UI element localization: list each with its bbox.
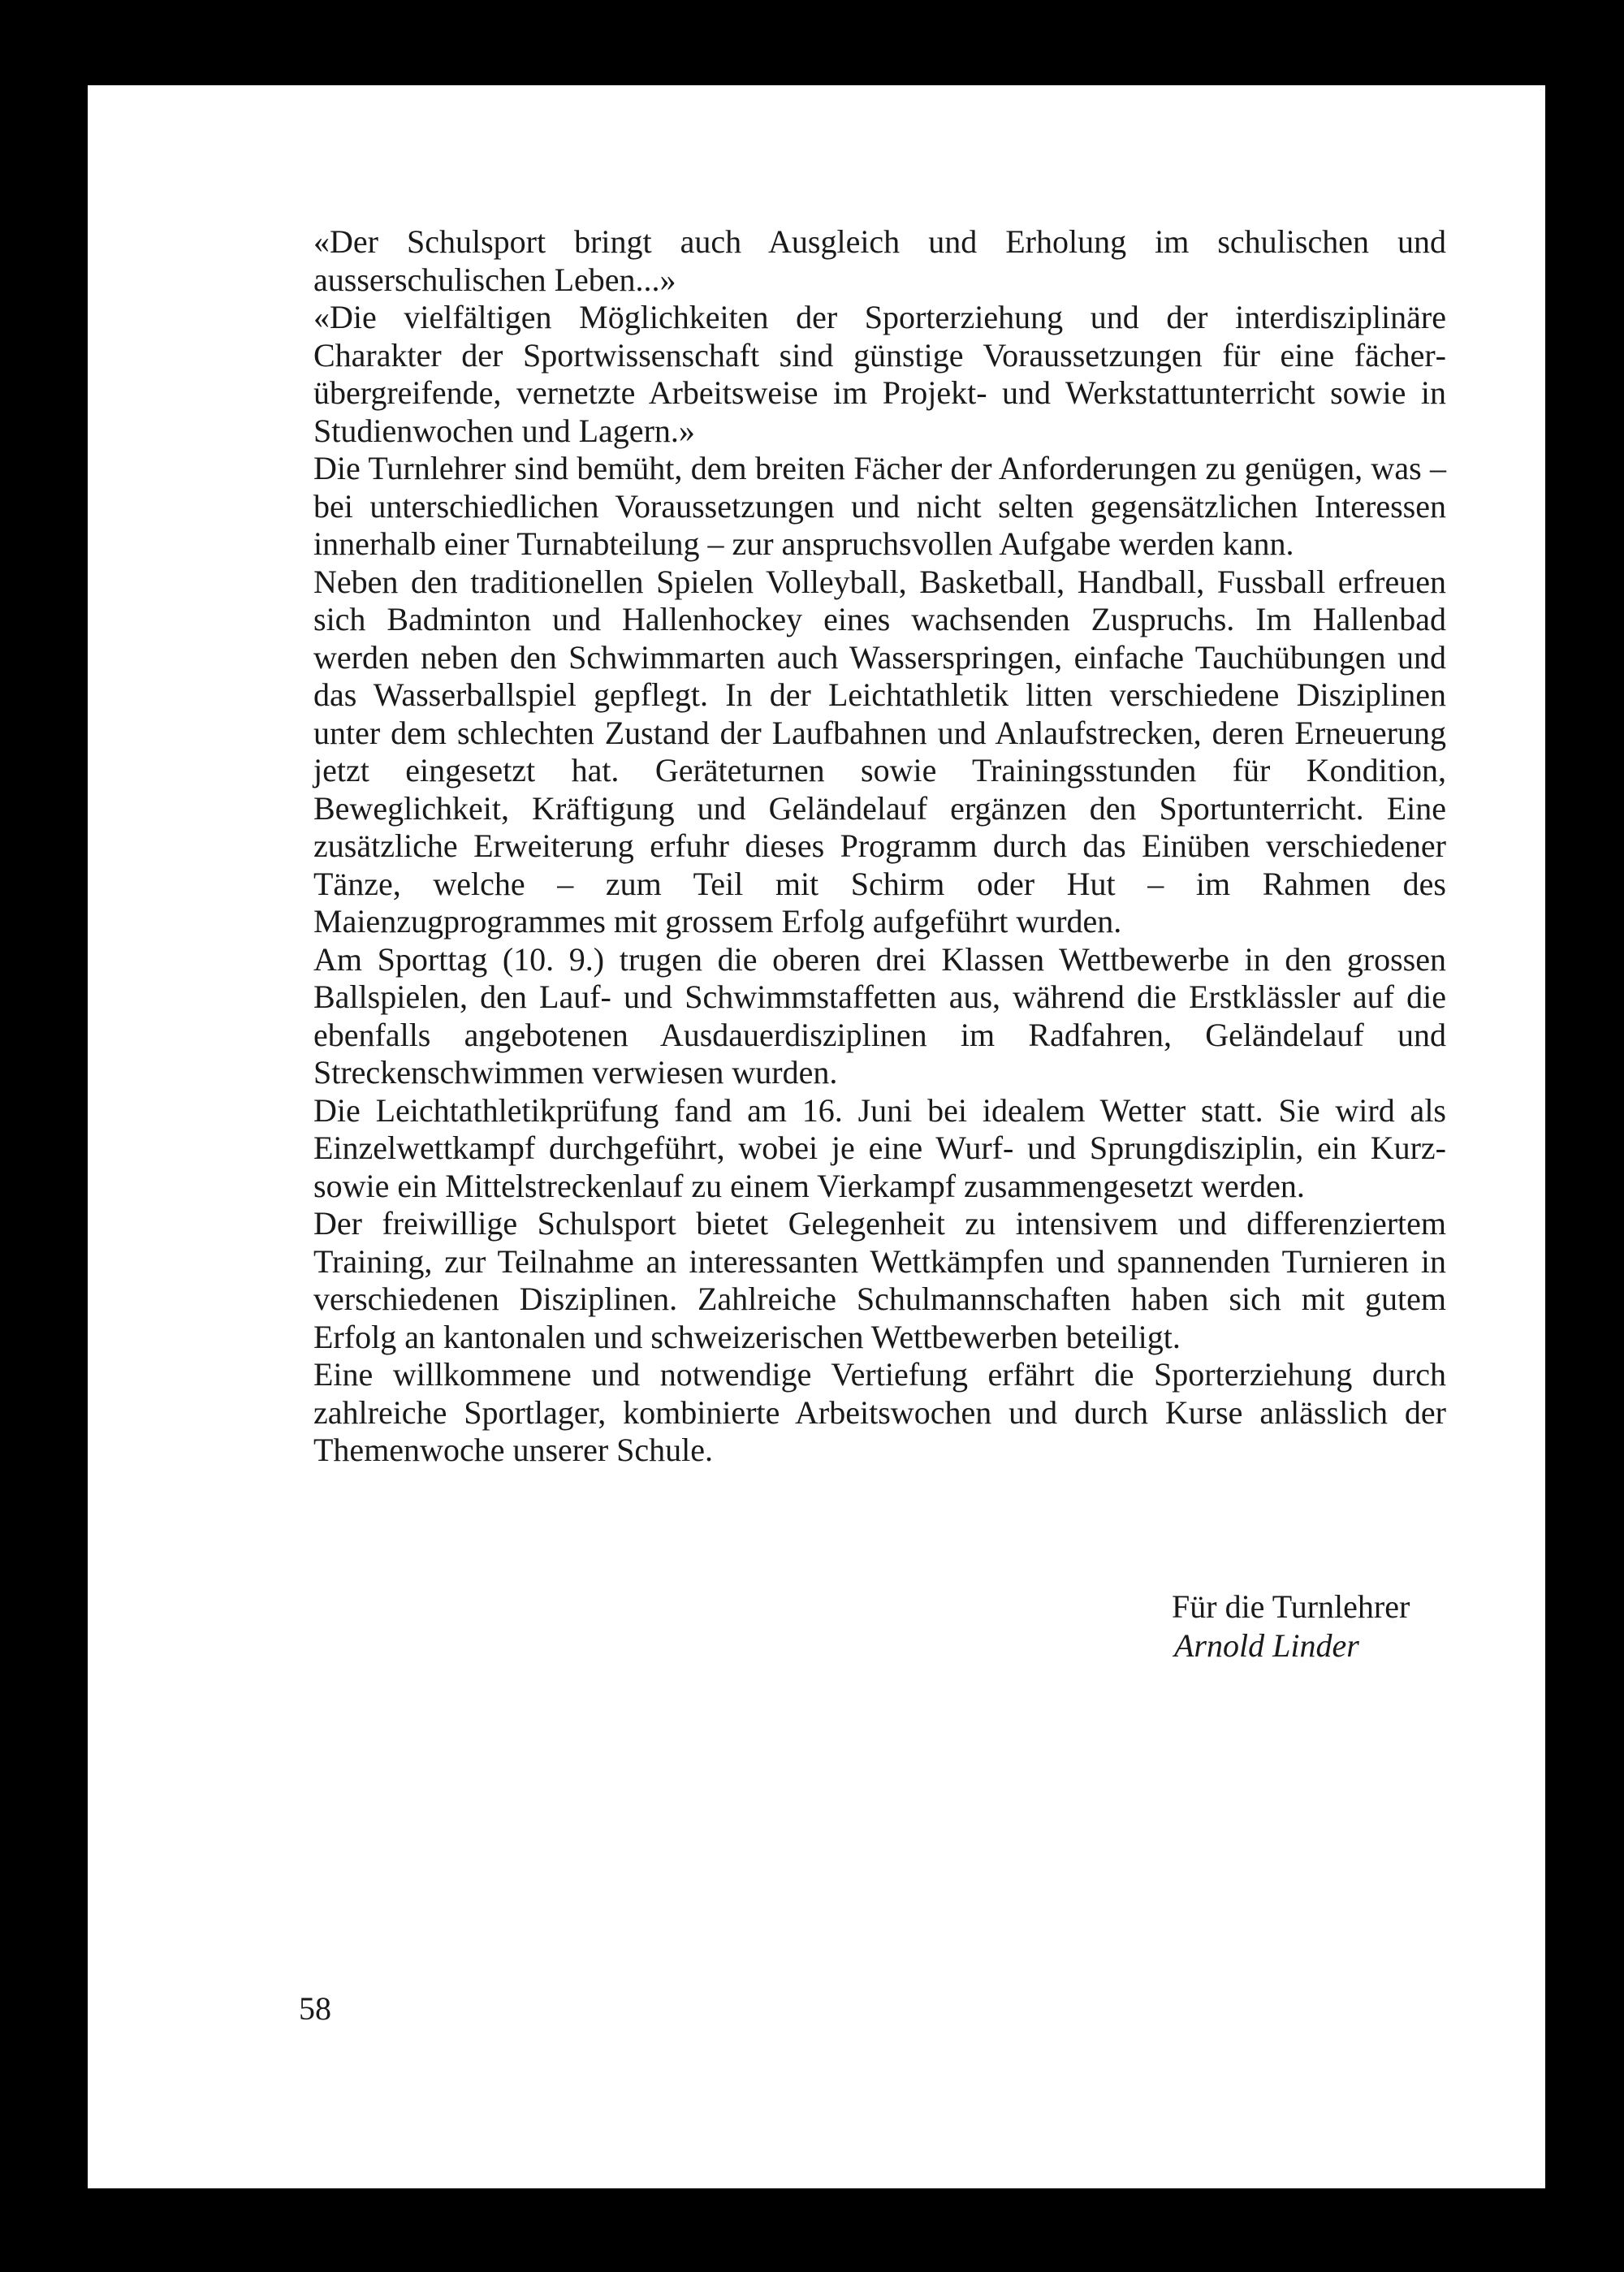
page-number: 58 [299,1990,331,2027]
body-text [313,223,1446,1470]
paragraph-leichtathletik: Die Leichtathletikprüfung fand am 16. Juni bei idealem Wetter statt. Sie wird als Einzelwettkampf durchgeführt, wobei je eine Wurf- und Sprungdisziplin, ein Kurz- sowie ein Mittelstreckenlauf zu einem Vierkampf zusammengesetzt werden. [313,1091,1446,1204]
paragraph-quote-1: «Der Schulsport bringt auch Ausgleich und Erholung im schulischen und ausserschulischen Leben...» [313,223,1446,298]
paragraph-vertiefung: Eine willkommene und notwendige Vertiefung erfährt die Sporterziehung durch zahlreiche Sportlager, kombinierte Arbeitswochen und durch Kurse anlässlich der Themenwoche unserer Schule. [313,1356,1446,1468]
paragraph-freiwilliger-schulsport: Der freiwillige Schulsport bietet Gelegenheit zu intensivem und differenziertem Training, zur Teilnahme an interessanten Wettkämpfen und spannenden Turnieren in verschiedenen Disziplinen. Zahlreiche Schulmannschaften haben sich mit gutem Erfolg an kantonalen und schweizerischen Wettbewerben beteiligt. [313,1205,1446,1355]
document-page [88,85,1545,2188]
signature-line: Für die Turnlehrer [1172,1588,1410,1625]
signature-block [1172,1587,1410,1665]
paragraph-spiele: Neben den traditionellen Spielen Volleyball, Basketball, Handball, Fussball erfreuen sich Badminton und Hallenhockey eines wachsenden Zuspruchs. Im Hallenbad werden neben den Schwimmarten auch Wasserspringen, einfache Tauchübungen und das Wasserballspiel gepflegt. In der Leichtathletik litten verschiedene Disziplinen unter dem schlechten Zustand der Laufbahnen und Anlaufstrecken, deren Erneuerung jetzt eingesetzt hat. Geräteturnen sowie Trainingsstunden für Kondition, Beweglichkeit, Kräftigung und Geländelauf ergänzen den Sportunterricht. Eine zusätzliche Erweiterung erfuhr dieses Programm durch das Einüben verschiedener Tänze, welche – zum Teil mit Schirm oder Hut – im Rahmen des Maienzugprogrammes mit grossem Erfolg aufgeführt wurden. [313,563,1446,939]
paragraph-turnlehrer: Die Turnlehrer sind bemüht, dem breiten Fächer der Anforderungen zu genügen, was – bei unterschiedlichen Voraussetzungen und nicht selten gegensätzlichen Interessen innerhalb einer Turnabteilung – zur anspruchsvollen Aufgabe werden kann. [313,450,1446,562]
paragraph-quote-2: «Die vielfältigen Möglichkeiten der Sporterziehung und der interdisziplinäre Charakter der Sportwissenschaft sind günstige Voraussetzungen für eine fächerübergreifende, vernetzte Arbeitsweise im Projekt- und Werkstattunterricht sowie in Studienwochen und Lagern.» [313,299,1446,449]
signature-author: Arnold Linder [1174,1627,1359,1664]
paragraph-sporttag: Am Sporttag (10. 9.) trugen die oberen drei Klassen Wettbewerbe in den grossen Ballspielen, den Lauf- und Schwimmstaffetten aus, während die Erstklässler auf die ebenfalls angebotenen Ausdauerdisziplinen im Radfahren, Geländelauf und Streckenschwimmen verwiesen wurden. [313,940,1446,1091]
